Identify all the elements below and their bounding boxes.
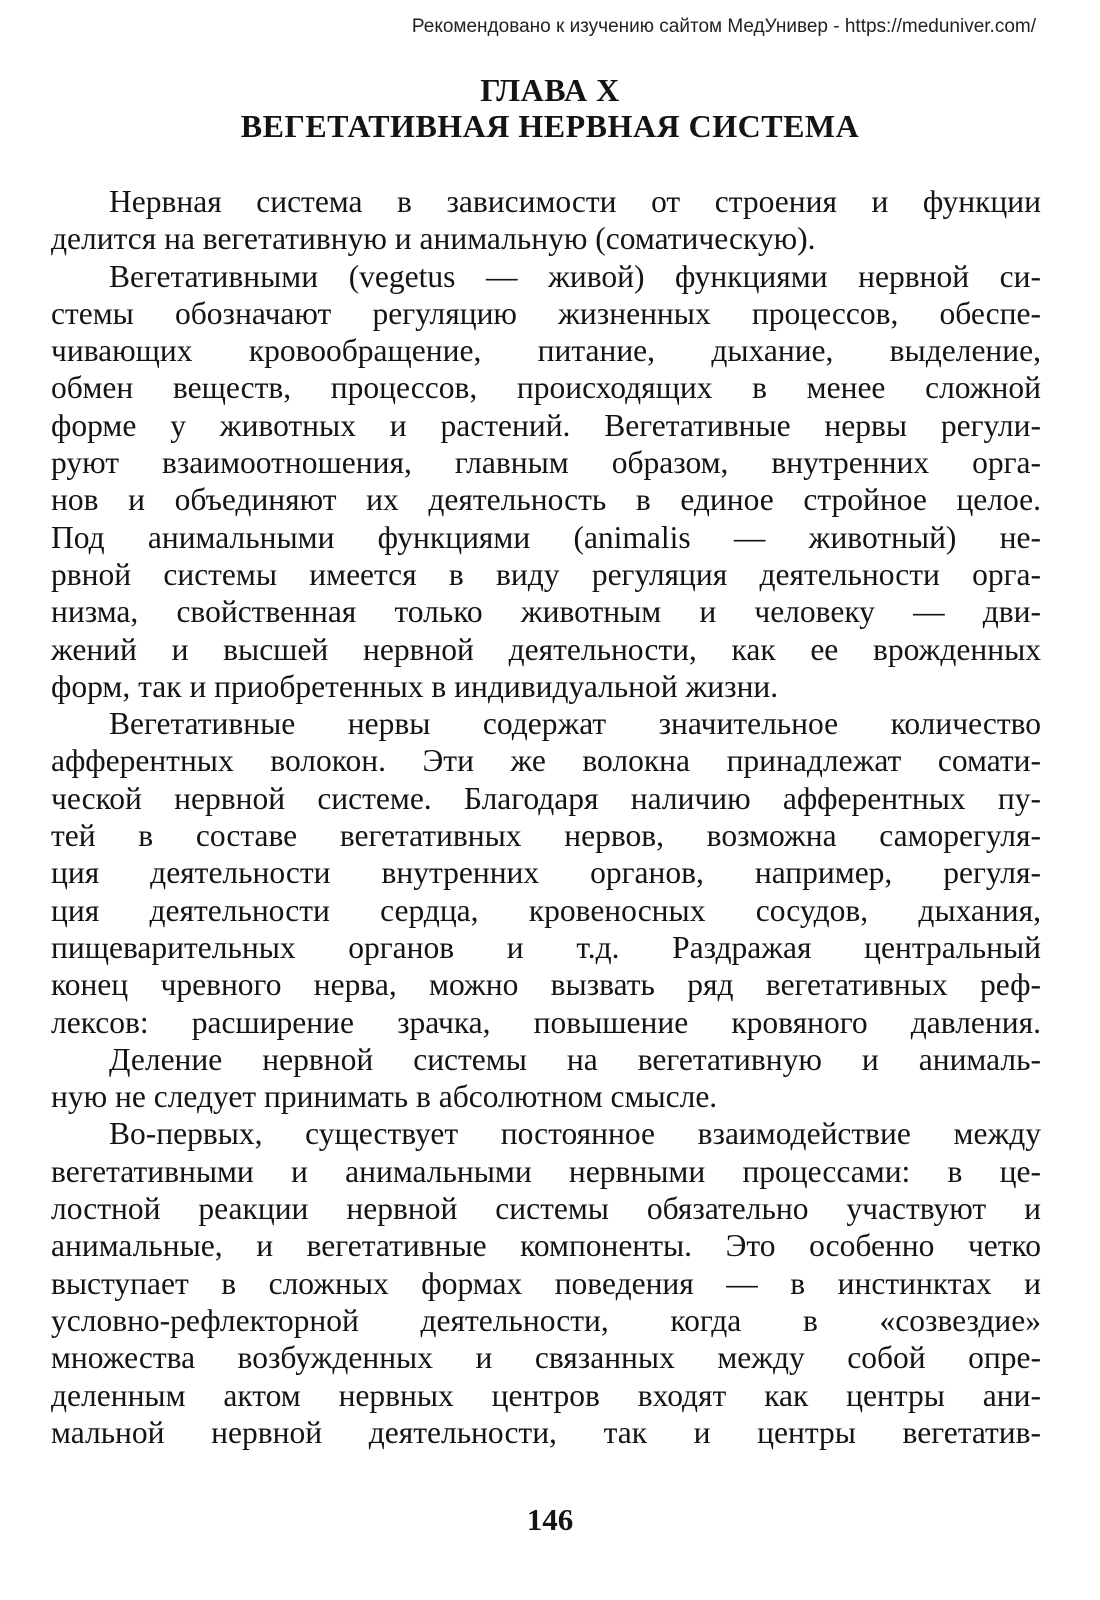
text-line: жений и высшей нервной деятельности, как ее врожденных <box>51 631 1041 667</box>
watermark-text: Рекомендовано к изучению сайтом МедУнивер - https://meduniver.com/ <box>411 16 1036 37</box>
chapter-title: ВЕГЕТАТИВНАЯ НЕРВНАЯ СИСТЕМА <box>240 108 860 144</box>
text-line: ция деятельности внутренних органов, например, регуля- <box>51 855 1041 891</box>
text-line: лексов: расширение зрачка, повышение кровяного давления. <box>51 1004 1041 1040</box>
chapter-number: ГЛАВА X <box>480 72 620 108</box>
text-line: лостной реакции нервной системы обязательно участвуют и <box>51 1191 1041 1227</box>
text-line: конец чревного нерва, можно вызвать ряд вегетативных реф- <box>51 967 1041 1003</box>
text-line: низма, свойственная только животным и человеку — дви- <box>51 594 1041 630</box>
text-line: выступает в сложных формах поведения — в инстинктах и <box>51 1265 1041 1301</box>
text-line: ция деятельности сердца, кровеносных сосудов, дыхания, <box>51 892 1041 928</box>
text-line: Деление нервной системы на вегетативную и анималь- <box>109 1041 1041 1077</box>
text-line: ческой нервной системе. Благодаря наличию афферентных пу- <box>51 780 1041 816</box>
text-line: обмен веществ, процессов, происходящих в менее сложной <box>51 370 1041 406</box>
page-number: 146 <box>526 1502 574 1537</box>
text-line: афферентных волокон. Эти же волокна принадлежат сомати- <box>51 743 1041 779</box>
text-line: пищеварительных органов и т.д. Раздражая центральный <box>51 929 1041 965</box>
text-line: делится на вегетативную и анимальную (соматическую). <box>51 221 816 257</box>
text-line: форм, так и приобретенных в индивидуальной жизни. <box>51 668 779 704</box>
text-line: Во-первых, существует постоянное взаимодействие между <box>109 1116 1041 1152</box>
body-text <box>51 183 1041 1451</box>
text-line: нов и объединяют их деятельность в единое стройное целое. <box>51 482 1041 518</box>
text-line: рвной системы имеется в виду регуляция деятельности орга- <box>51 556 1041 592</box>
text-line: Под анимальными функциями (animalis — животный) не- <box>51 519 1041 555</box>
text-line: Вегетативные нервы содержат значительное количество <box>109 706 1041 742</box>
text-line: условно-рефлекторной деятельности, когда в «созвездие» <box>51 1302 1041 1338</box>
text-line: анимальные, и вегетативные компоненты. Это особенно четко <box>51 1228 1041 1264</box>
text-line: тей в составе вегетативных нервов, возможна саморегуля- <box>51 818 1041 854</box>
text-line: мальной нервной деятельности, так и центры вегетатив- <box>51 1414 1041 1450</box>
text-line: форме у животных и растений. Вегетативные нервы регули- <box>51 407 1041 443</box>
text-line: вегетативными и анимальными нервными процессами: в це- <box>51 1153 1041 1189</box>
text-line: Вегетативными (vegetus — живой) функциями нервной си- <box>109 258 1041 294</box>
text-line: Нервная система в зависимости от строения и функции <box>109 184 1041 219</box>
text-line: чивающих кровообращение, питание, дыхание, выделение, <box>51 333 1041 369</box>
text-line: ную не следует принимать в абсолютном смысле. <box>51 1079 718 1115</box>
text-line: деленным актом нервных центров входят как центры ани- <box>51 1377 1041 1413</box>
chapter-heading <box>0 72 1100 144</box>
text-line: множества возбужденных и связанных между собой опре- <box>51 1340 1041 1376</box>
text-line: руют взаимоотношения, главным образом, внутренних орга- <box>51 445 1041 481</box>
text-line: стемы обозначают регуляцию жизненных процессов, обеспе- <box>51 295 1041 331</box>
